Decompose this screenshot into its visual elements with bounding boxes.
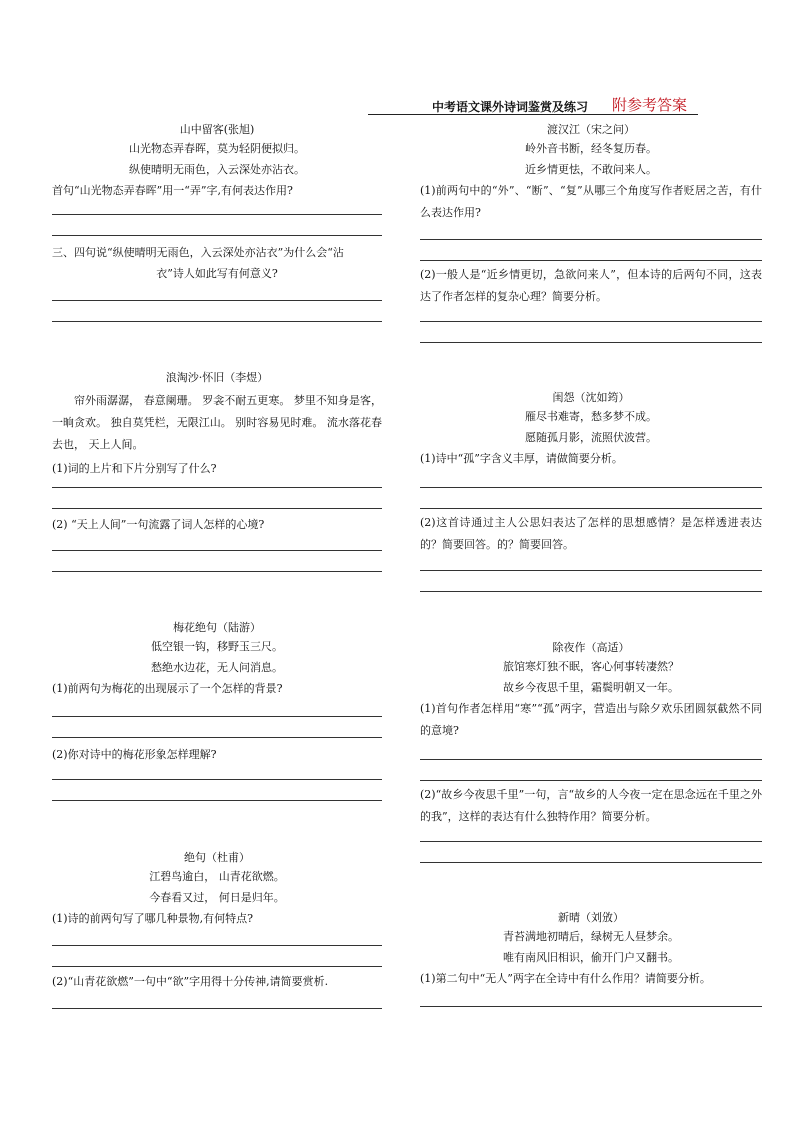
question-text: (1)首句作者怎样用“寒”“孤”两字，营造出与除夕欢乐团圆氛截然不同的意境? — [420, 702, 762, 737]
answer-line[interactable] — [52, 800, 382, 801]
question-text: (1)诗中“孤”字含义丰厚，请做简要分析。 — [420, 452, 623, 465]
poem-block — [52, 850, 382, 929]
poem-line: 雁尽书难寄，愁多梦不成。 — [525, 410, 657, 423]
question-block — [52, 242, 382, 284]
question-block — [52, 514, 382, 535]
poem-line: 唯有南风旧相识，偷开门户又翻书。 — [503, 951, 679, 964]
answer-line[interactable] — [420, 591, 762, 592]
answer-line[interactable] — [420, 260, 762, 261]
question-text: (2)“山青花欲燃”一句中“欲”字用得十分传神,请简要赏析. — [52, 975, 329, 988]
right-column — [420, 118, 762, 1018]
poem-title: 绝句（杜甫） — [184, 851, 250, 864]
poem-body: 帘外雨潺潺， 春意阑珊。 罗衾不耐五更寒。 梦里不知身是客，一晌贪欢。 独自莫凭栏，无限江山。 别时容易见时难。 流水落花春去也， 天上人间。 — [52, 394, 382, 451]
answer-line[interactable] — [52, 945, 382, 946]
answer-line[interactable] — [420, 862, 762, 863]
answer-tag: 附参考答案 — [612, 96, 688, 114]
answer-line[interactable] — [420, 759, 762, 760]
poem-line: 青苔满地初晴后，绿树无人昼梦余。 — [503, 930, 679, 943]
poem-line: 旅馆寒灯独不眠，客心何事转凄然？ — [503, 660, 679, 673]
answer-line[interactable] — [420, 342, 762, 343]
question-text: (2)你对诗中的梅花形象怎样理解? — [52, 748, 217, 761]
question-text: 衣”诗人如此写有何意义? — [156, 267, 278, 280]
question-block — [52, 971, 382, 992]
poem-title: 新晴（刘攽） — [558, 911, 624, 924]
answer-line[interactable] — [420, 570, 762, 571]
poem-title: 闺怨（沈如筠） — [552, 391, 630, 404]
answer-line[interactable] — [420, 508, 762, 509]
poem-title: 除夜作（高适） — [552, 641, 630, 654]
answer-line[interactable] — [52, 214, 382, 215]
page-header — [368, 96, 698, 115]
poem-line: 愁绝水边花，无人问消息。 — [151, 661, 283, 674]
poem-title: 渡汉江（宋之问） — [547, 123, 635, 136]
question-text: (1)前两句为梅花的出现展示了一个怎样的背景? — [52, 682, 283, 695]
poem-line: 岭外音书断，经冬复历春。 — [525, 142, 657, 155]
answer-line[interactable] — [420, 1006, 762, 1007]
answer-line[interactable] — [52, 508, 382, 509]
poem-block — [52, 620, 382, 699]
poem-line: 近乡情更怯，不敢问来人。 — [525, 163, 657, 176]
answer-line[interactable] — [420, 239, 762, 240]
poem-line: 愿随孤月影，流照伏波营。 — [525, 431, 657, 444]
question-text: (2)一般人是“近乡情更切，急欲问来人”，但本诗的后两句不同，这表达了作者怎样的复杂心理？简要分析。 — [420, 268, 762, 303]
question-block — [420, 264, 762, 308]
poem-block — [420, 640, 762, 742]
poem-block — [420, 390, 762, 469]
answer-line[interactable] — [420, 487, 762, 488]
question-text: 三、四句说“纵使晴明无雨色，入云深处亦沾衣”为什么会“沾 — [52, 246, 344, 259]
question-text: 首句“山光物态弄春晖”用一“弄”字,有何表达作用? — [52, 184, 293, 197]
poem-line: 故乡今夜思千里，霜鬓明朝又一年。 — [503, 681, 679, 694]
question-text: (1)第二句中“无人”两字在全诗中有什么作用？请简要分析。 — [420, 972, 711, 985]
question-block — [52, 744, 382, 765]
question-text: (1)前两句中的“外”、“断”、“复”从哪三个角度写作者贬居之苦，有什么表达作用? — [420, 184, 762, 219]
question-block — [420, 784, 762, 828]
answer-line[interactable] — [52, 571, 382, 572]
poem-line: 纵使晴明无雨色，入云深处亦沾衣。 — [129, 163, 305, 176]
poem-block — [52, 118, 382, 201]
answer-line[interactable] — [420, 321, 762, 322]
poem-block — [420, 910, 762, 989]
answer-line[interactable] — [52, 737, 382, 738]
answer-line[interactable] — [52, 550, 382, 551]
poem-line: 江碧鸟逾白， 山青花欲燃。 — [149, 870, 285, 883]
answer-line[interactable] — [52, 716, 382, 717]
answer-line[interactable] — [52, 300, 382, 301]
question-text: (2)这首诗通过主人公思妇表达了怎样的思想感情？是怎样透进表达的？简要回答。的？简要回答。 — [420, 516, 762, 551]
poem-line: 山光物态弄春晖，莫为轻阴便拟归。 — [129, 142, 305, 155]
left-column — [52, 118, 382, 1018]
answer-line[interactable] — [52, 779, 382, 780]
poem-title: 梅花绝句（陆游） — [173, 621, 261, 634]
answer-line[interactable] — [52, 321, 382, 322]
answer-line[interactable] — [52, 235, 382, 236]
question-text: (2)“故乡今夜思千里”一句，言“故乡的人今夜一定在思念远在千里之外的我”，这样的表达有什么独特作用？简要分析。 — [420, 788, 762, 823]
answer-line[interactable] — [52, 487, 382, 488]
poem-line: 低空银一钩，移野玉三尺。 — [151, 640, 283, 653]
poem-block — [420, 118, 762, 224]
question-block — [420, 512, 762, 556]
poem-title: 浪淘沙·怀旧（李煜） — [165, 371, 269, 384]
answer-line[interactable] — [52, 966, 382, 967]
question-text: (1)词的上片和下片分别写了什么? — [52, 462, 217, 475]
page-title: 中考语文课外诗词鉴赏及练习 — [432, 100, 589, 114]
question-text: (2) “天上人间”一句流露了词人怎样的心境? — [52, 518, 265, 531]
answer-line[interactable] — [420, 780, 762, 781]
answer-line[interactable] — [420, 841, 762, 842]
question-text: (1)诗的前两句写了哪几种景物,有何特点? — [52, 912, 253, 925]
poem-line: 今春看又过， 何日是归年。 — [149, 891, 285, 904]
poem-block — [52, 370, 382, 479]
answer-line[interactable] — [52, 1008, 382, 1009]
poem-title: 山中留客(张旭) — [179, 123, 255, 136]
